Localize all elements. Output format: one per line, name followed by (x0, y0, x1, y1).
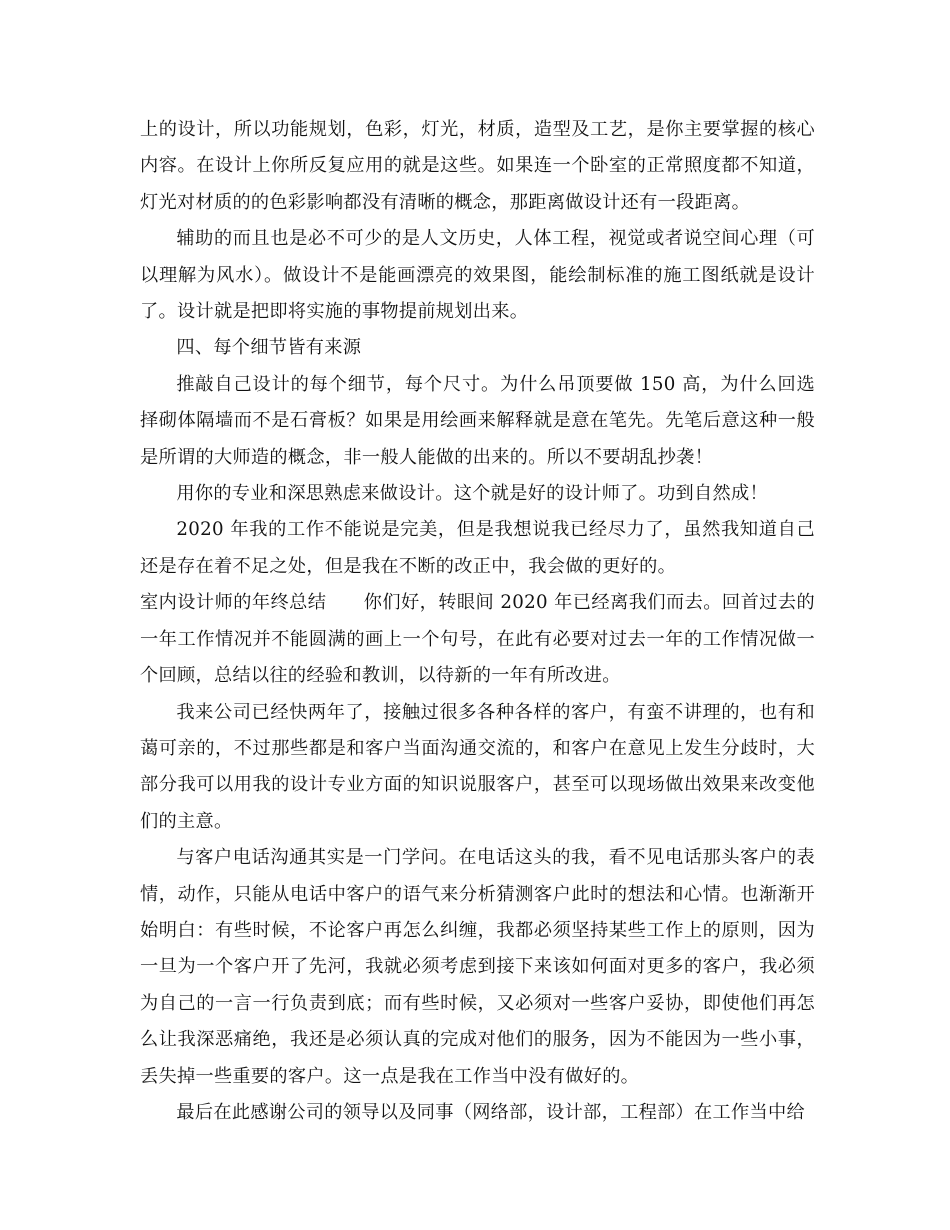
paragraph-client-experience: 我来公司已经快两年了，接触过很多各种各样的客户，有蛮不讲理的，也有和蔼可亲的，不过那些都是和客户当面沟通交流的，和客户在意见上发生分歧时，大部分我可以用我的设计专业方面的知识说服客户，甚至可以现场做出效果来改变他们的主意。 (140, 701, 815, 832)
paragraph-professional-design: 用你的专业和深思熟虑来做设计。这个就是好的设计师了。功到自然成！ (176, 483, 768, 505)
paragraph-year-review: 2020 年我的工作不能说是完美，但是我想说我已经尽力了，虽然我知道自己还是存在着不足之处，但是我在不断的改正中，我会做的更好的。 (140, 519, 815, 577)
paragraph-annual-summary-intro: 室内设计师的年终总结 你们好，转眼间 2020 年已经离我们而去。回首过去的一年工作情况并不能圆满的画上一个句号，在此有必要对过去一年的工作情况做一个回顾，总结以往的经验和教训，以待新的一年有所改进。 (140, 592, 815, 687)
paragraph-detail-reasoning: 推敲自己设计的每个细节，每个尺寸。为什么吊顶要做 150 高，为什么回选择砌体隔墙而不是石膏板？如果是用绘画来解释就是意在笔先。先笔后意这种一般是所谓的大师造的概念，非一般人能做的出来的。所以不要胡乱抄袭！ (140, 373, 815, 468)
paragraph-thanks: 最后在此感谢公司的领导以及同事（网络部，设计部，工程部）在工作当中给 (176, 1101, 805, 1123)
paragraph-phone-communication: 与客户电话沟通其实是一门学问。在电话这头的我，看不见电话那头客户的表情，动作，只能从电话中客户的语气来分析猜测客户此时的想法和心情。也渐渐开始明白：有些时候，不论客户再怎么纠缠，我都必须坚持某些工作上的原则，因为一旦为一个客户开了先河，我就必须考虑到接下来该如何面对更多的客户，我必须为自己的一言一行负责到底；而有些时候，又必须对一些客户妥协，即使他们再怎么让我深恶痛绝，我还是必须认真的完成对他们的服务，因为不能因为一些小事，丢失掉一些重要的客户。这一点是我在工作当中没有做好的。 (140, 847, 815, 1087)
document-body (140, 112, 815, 1131)
paragraph-auxiliary-knowledge: 辅助的而且也是必不可少的是人文历史，人体工程，视觉或者说空间心理（可以理解为风水）。做设计不是能画漂亮的效果图，能绘制标准的施工图纸就是设计了。设计就是把即将实施的事物提前规划出来。 (140, 228, 815, 323)
paragraph-core-content: 上的设计，所以功能规划，色彩，灯光，材质，造型及工艺，是你主要掌握的核心内容。在设计上你所反复应用的就是这些。如果连一个卧室的正常照度都不知道，灯光对材质的的色彩影响都没有清晰的概念，那距离做设计还有一段距离。 (140, 119, 815, 213)
section-heading-details: 四、每个细节皆有来源 (176, 337, 362, 359)
